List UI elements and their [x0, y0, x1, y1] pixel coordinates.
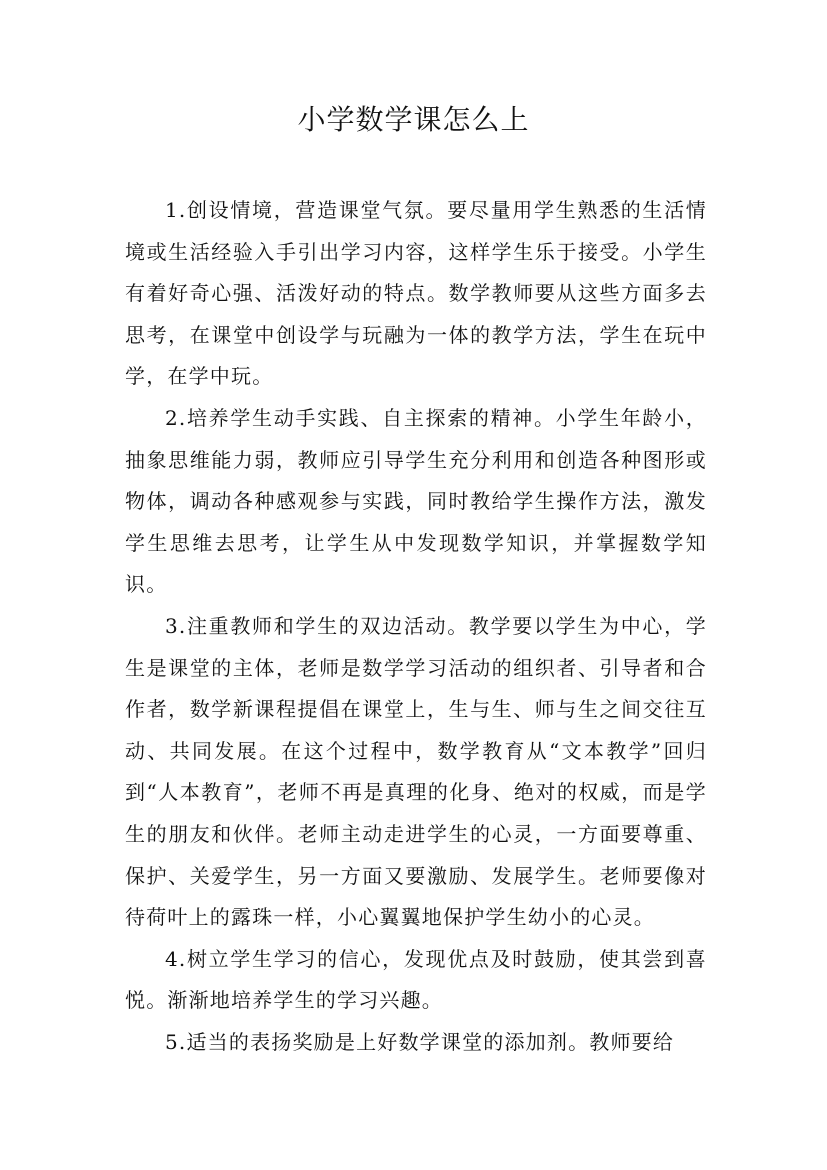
document-title: 小学数学课怎么上	[297, 103, 530, 136]
paragraph-3: 3.注重教师和学生的双边活动。教学要以学生为中心，学生是课堂的主体，老师是数学学习活动的组织者、引导者和合作者，数学新课程提倡在课堂上，生与生、师与生之间交往互动、共同发展。在这个过程中，数学教育从“文本教学”回归到“人本教育”，老师不再是真理的化身、绝对的权威，而是学生的朋友和伙伴。老师主动走进学生的心灵，一方面要尊重、保护、关爱学生，另一方面又要激励、发展学生。老师要像对待荷叶上的露珠一样，小心翼翼地保护学生幼小的心灵。	[125, 613, 707, 930]
paragraph-1: 1.创设情境，营造课堂气氛。要尽量用学生熟悉的生活情境或生活经验入手引出学习内容，这样学生乐于接受。小学生有着好奇心强、活泼好动的特点。数学教师要从这些方面多去思考，在课堂中创设学与玩融为一体的教学方法，学生在玩中学，在学中玩。	[125, 198, 707, 389]
paragraph-2: 2.培养学生动手实践、自主探索的精神。小学生年龄小，抽象思维能力弱，教师应引导学生充分利用和创造各种图形或物体，调动各种感观参与实践，同时教给学生操作方法，激发学生思维去思考，让学生从中发现数学知识，并掌握数学知识。	[125, 405, 707, 597]
paragraph-5: 5.适当的表扬奖励是上好数学课堂的添加剂。教师要给	[165, 1029, 675, 1054]
document-body	[125, 190, 707, 1063]
paragraph-4: 4.树立学生学习的信心，发现优点及时鼓励，使其尝到喜悦。渐渐地培养学生的学习兴趣。	[125, 946, 707, 1013]
